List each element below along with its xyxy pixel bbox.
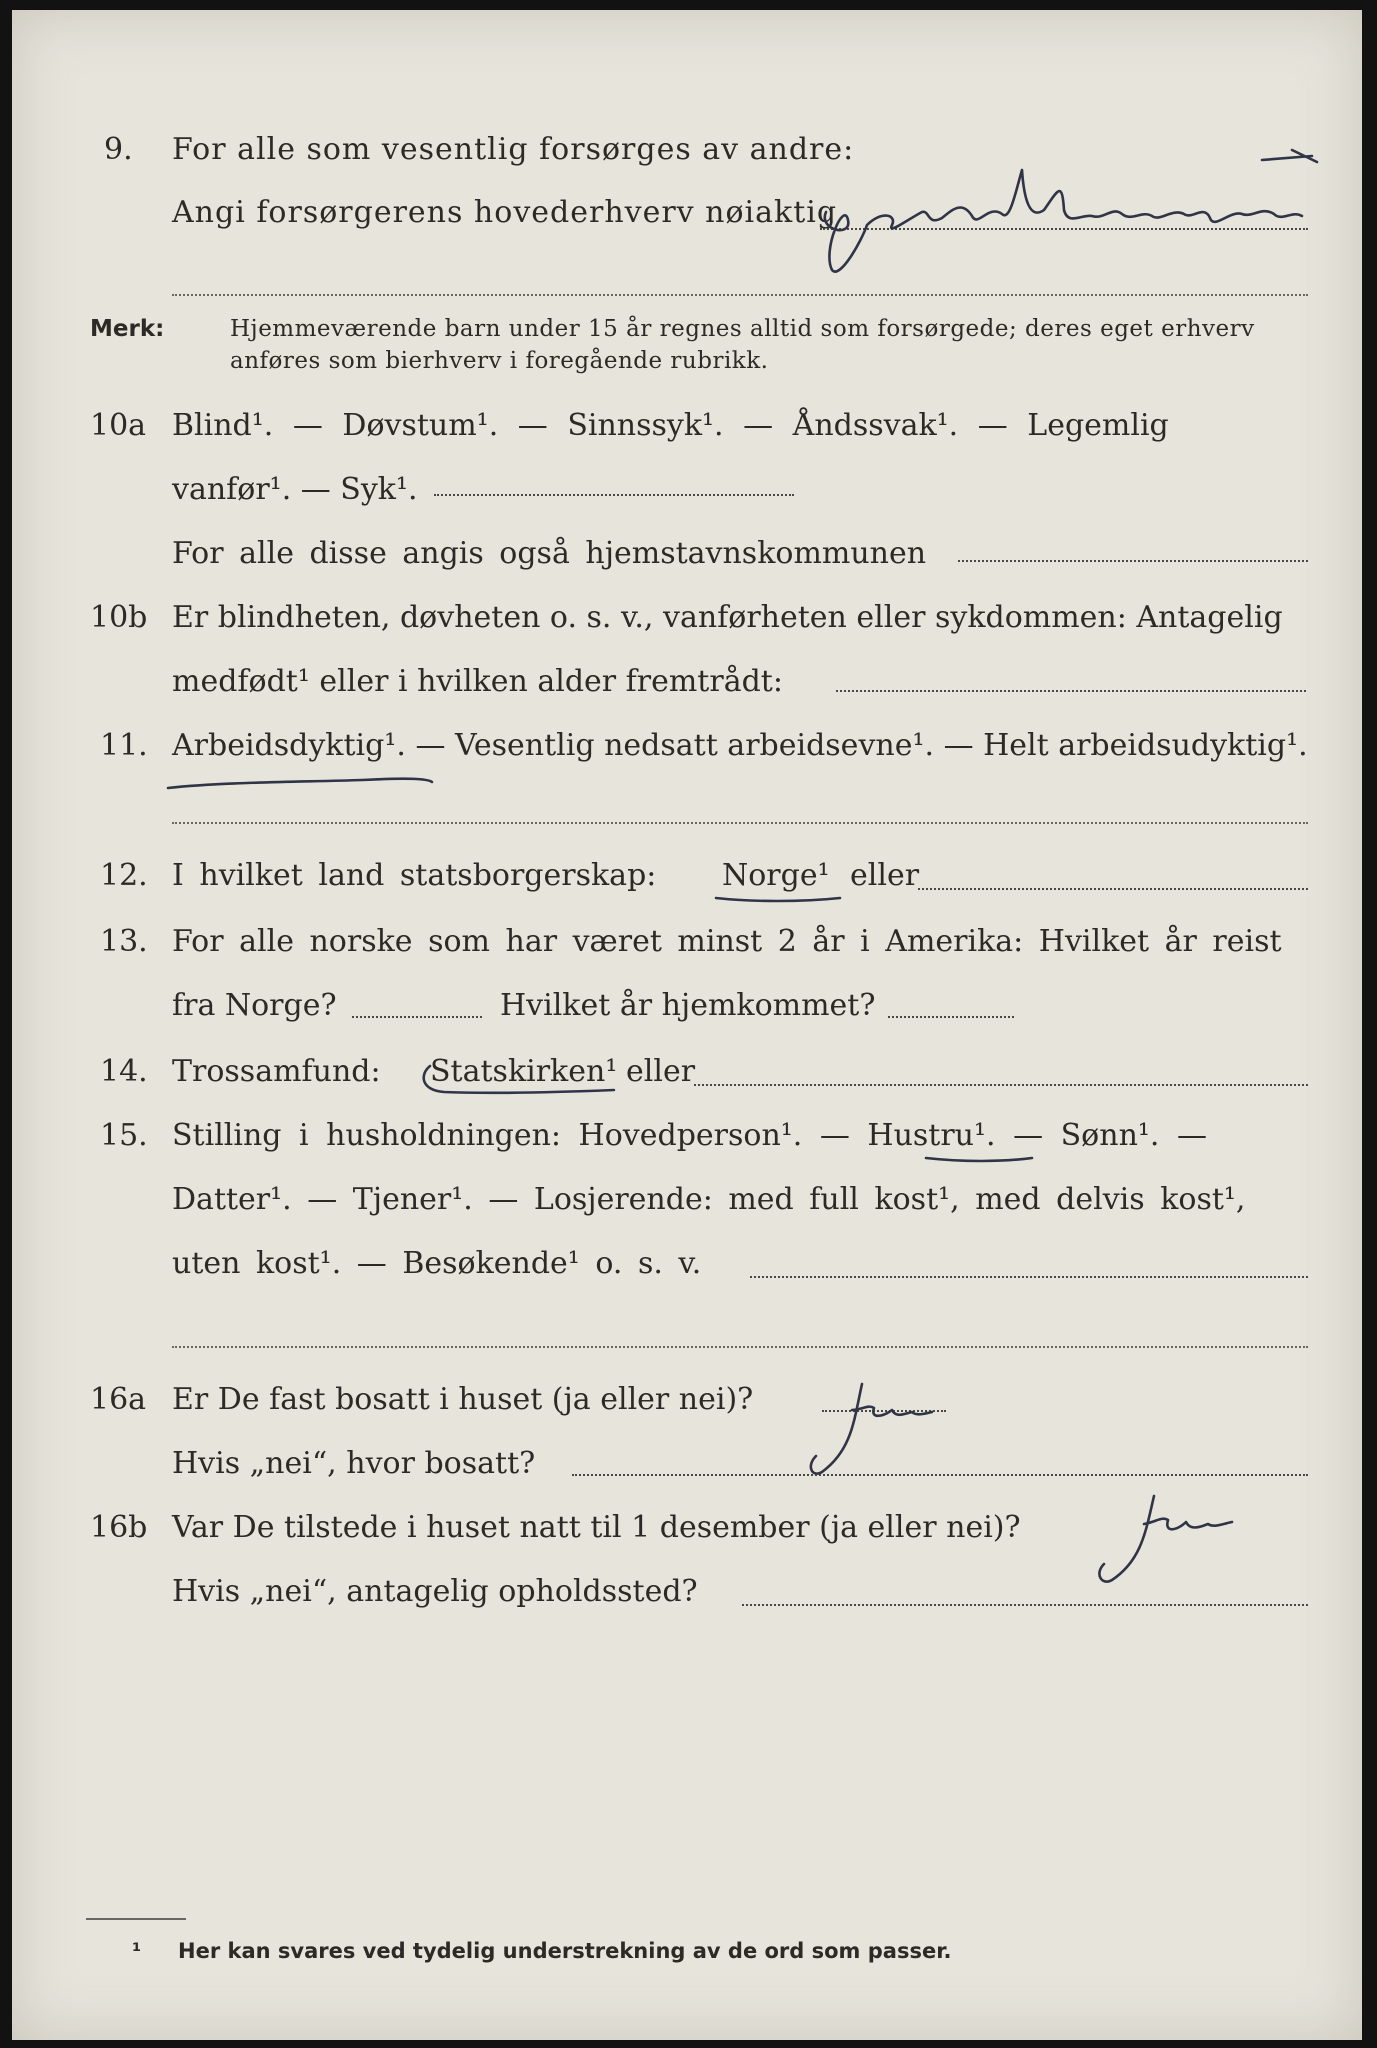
q14-other-line (694, 1084, 1308, 1086)
q13-number: 13. (100, 924, 148, 959)
footnote-marker: ¹ (132, 1939, 142, 1963)
q10a-line1: Blind¹. — Døvstum¹. — Sinnssyk¹. — Åndssvak¹. — Legemlig (172, 408, 1169, 443)
q13-year-return-line (888, 1016, 1014, 1018)
q10b-number: 10b (90, 600, 148, 635)
q12-other-line (918, 888, 1308, 890)
q10b-age-line (836, 690, 1306, 692)
q16b-handwriting-ink (1082, 1490, 1252, 1590)
q10a-syk-line (434, 494, 794, 496)
q16a-handwriting-ink (792, 1380, 962, 1480)
q13-line1: For alle norske som har været minst 2 år i Amerika: Hvilket år reist (172, 924, 1282, 959)
q10b-line2: medfødt¹ eller i hvilken alder fremtrådt: (172, 664, 783, 699)
merk-line2: anføres som bierhverv i foregående rubrikk. (230, 348, 769, 374)
q10a-line3: For alle disse angis også hjemstavnskommunen (172, 536, 927, 571)
q16a-residence-line (572, 1474, 1308, 1476)
q11-number: 11. (100, 728, 148, 763)
q13-year-left-line (352, 1016, 482, 1018)
q15-line2: Datter¹. — Tjener¹. — Losjerende: med full kost¹, med delvis kost¹, (172, 1182, 1246, 1217)
q9-line2: Angi forsørgerens hovederhverv nøiaktig (172, 195, 838, 230)
footnote-text: Her kan svares ved tydelig understrekning av de ord som passer. (178, 1939, 952, 1963)
q14-suffix: eller (626, 1054, 696, 1089)
q12-answer: Norge¹ (722, 858, 830, 893)
q12-underline-ink (712, 890, 852, 914)
q12-prefix: I hvilket land statsborgerskap: (172, 858, 657, 893)
census-form-page (12, 10, 1362, 2040)
q13-line2a: fra Norge? (172, 988, 337, 1023)
separator-after-q9 (172, 294, 1308, 296)
q11-underline-ink (162, 768, 442, 798)
q9-handwriting-ink (812, 130, 1332, 280)
q16b-line1: Var De tilstede i huset natt til 1 desember (ja eller nei)? (172, 1510, 1021, 1545)
merk-line1: Hjemmeværende barn under 15 år regnes alltid som forsørgede; deres eget erhverv (230, 316, 1255, 342)
q10a-line2: vanfør¹. — Syk¹. (172, 472, 418, 507)
q16b-line2: Hvis „nei“, antagelig opholdssted? (172, 1574, 698, 1609)
q10a-hjemstavn-line (958, 560, 1308, 562)
merk-label: Merk: (90, 316, 165, 342)
q15-number: 15. (100, 1118, 148, 1153)
q15-underline-ink (922, 1150, 1042, 1174)
q16a-number: 16a (90, 1382, 147, 1417)
q15-other-line (750, 1276, 1308, 1278)
q16b-number: 16b (90, 1510, 148, 1545)
footnote-rule (86, 1918, 186, 1920)
q14-answer: Statskirken¹ (430, 1054, 618, 1089)
q14-prefix: Trossamfund: (172, 1054, 381, 1089)
separator-after-q15 (172, 1346, 1308, 1348)
q11-line1: Arbeidsdyktig¹. — Vesentlig nedsatt arbeidsevne¹. — Helt arbeidsudyktig¹. (172, 728, 1308, 763)
q13-line2b: Hvilket år hjemkommet? (500, 988, 876, 1023)
q16b-whereabouts-line (742, 1604, 1308, 1606)
q15-line3: uten kost¹. — Besøkende¹ o. s. v. (172, 1246, 702, 1281)
q16a-line2: Hvis „nei“, hvor bosatt? (172, 1446, 536, 1481)
q16a-line1: Er De fast bosatt i huset (ja eller nei)? (172, 1382, 754, 1417)
q14-number: 14. (100, 1054, 148, 1089)
q10a-number: 10a (90, 408, 147, 443)
q9-number: 9. (104, 132, 133, 167)
q9-line1: For alle som vesentlig forsørges av andre: (172, 132, 855, 167)
q15-line1: Stilling i husholdningen: Hovedperson¹. — Hustru¹. — Sønn¹. — (172, 1118, 1207, 1153)
separator-after-q11 (172, 822, 1308, 824)
q12-suffix: eller (850, 858, 920, 893)
q14-underline-ink (414, 1062, 624, 1102)
q10b-line1: Er blindheten, døvheten o. s. v., vanførheten eller sykdommen: Antagelig (172, 600, 1283, 635)
q12-number: 12. (100, 858, 148, 893)
